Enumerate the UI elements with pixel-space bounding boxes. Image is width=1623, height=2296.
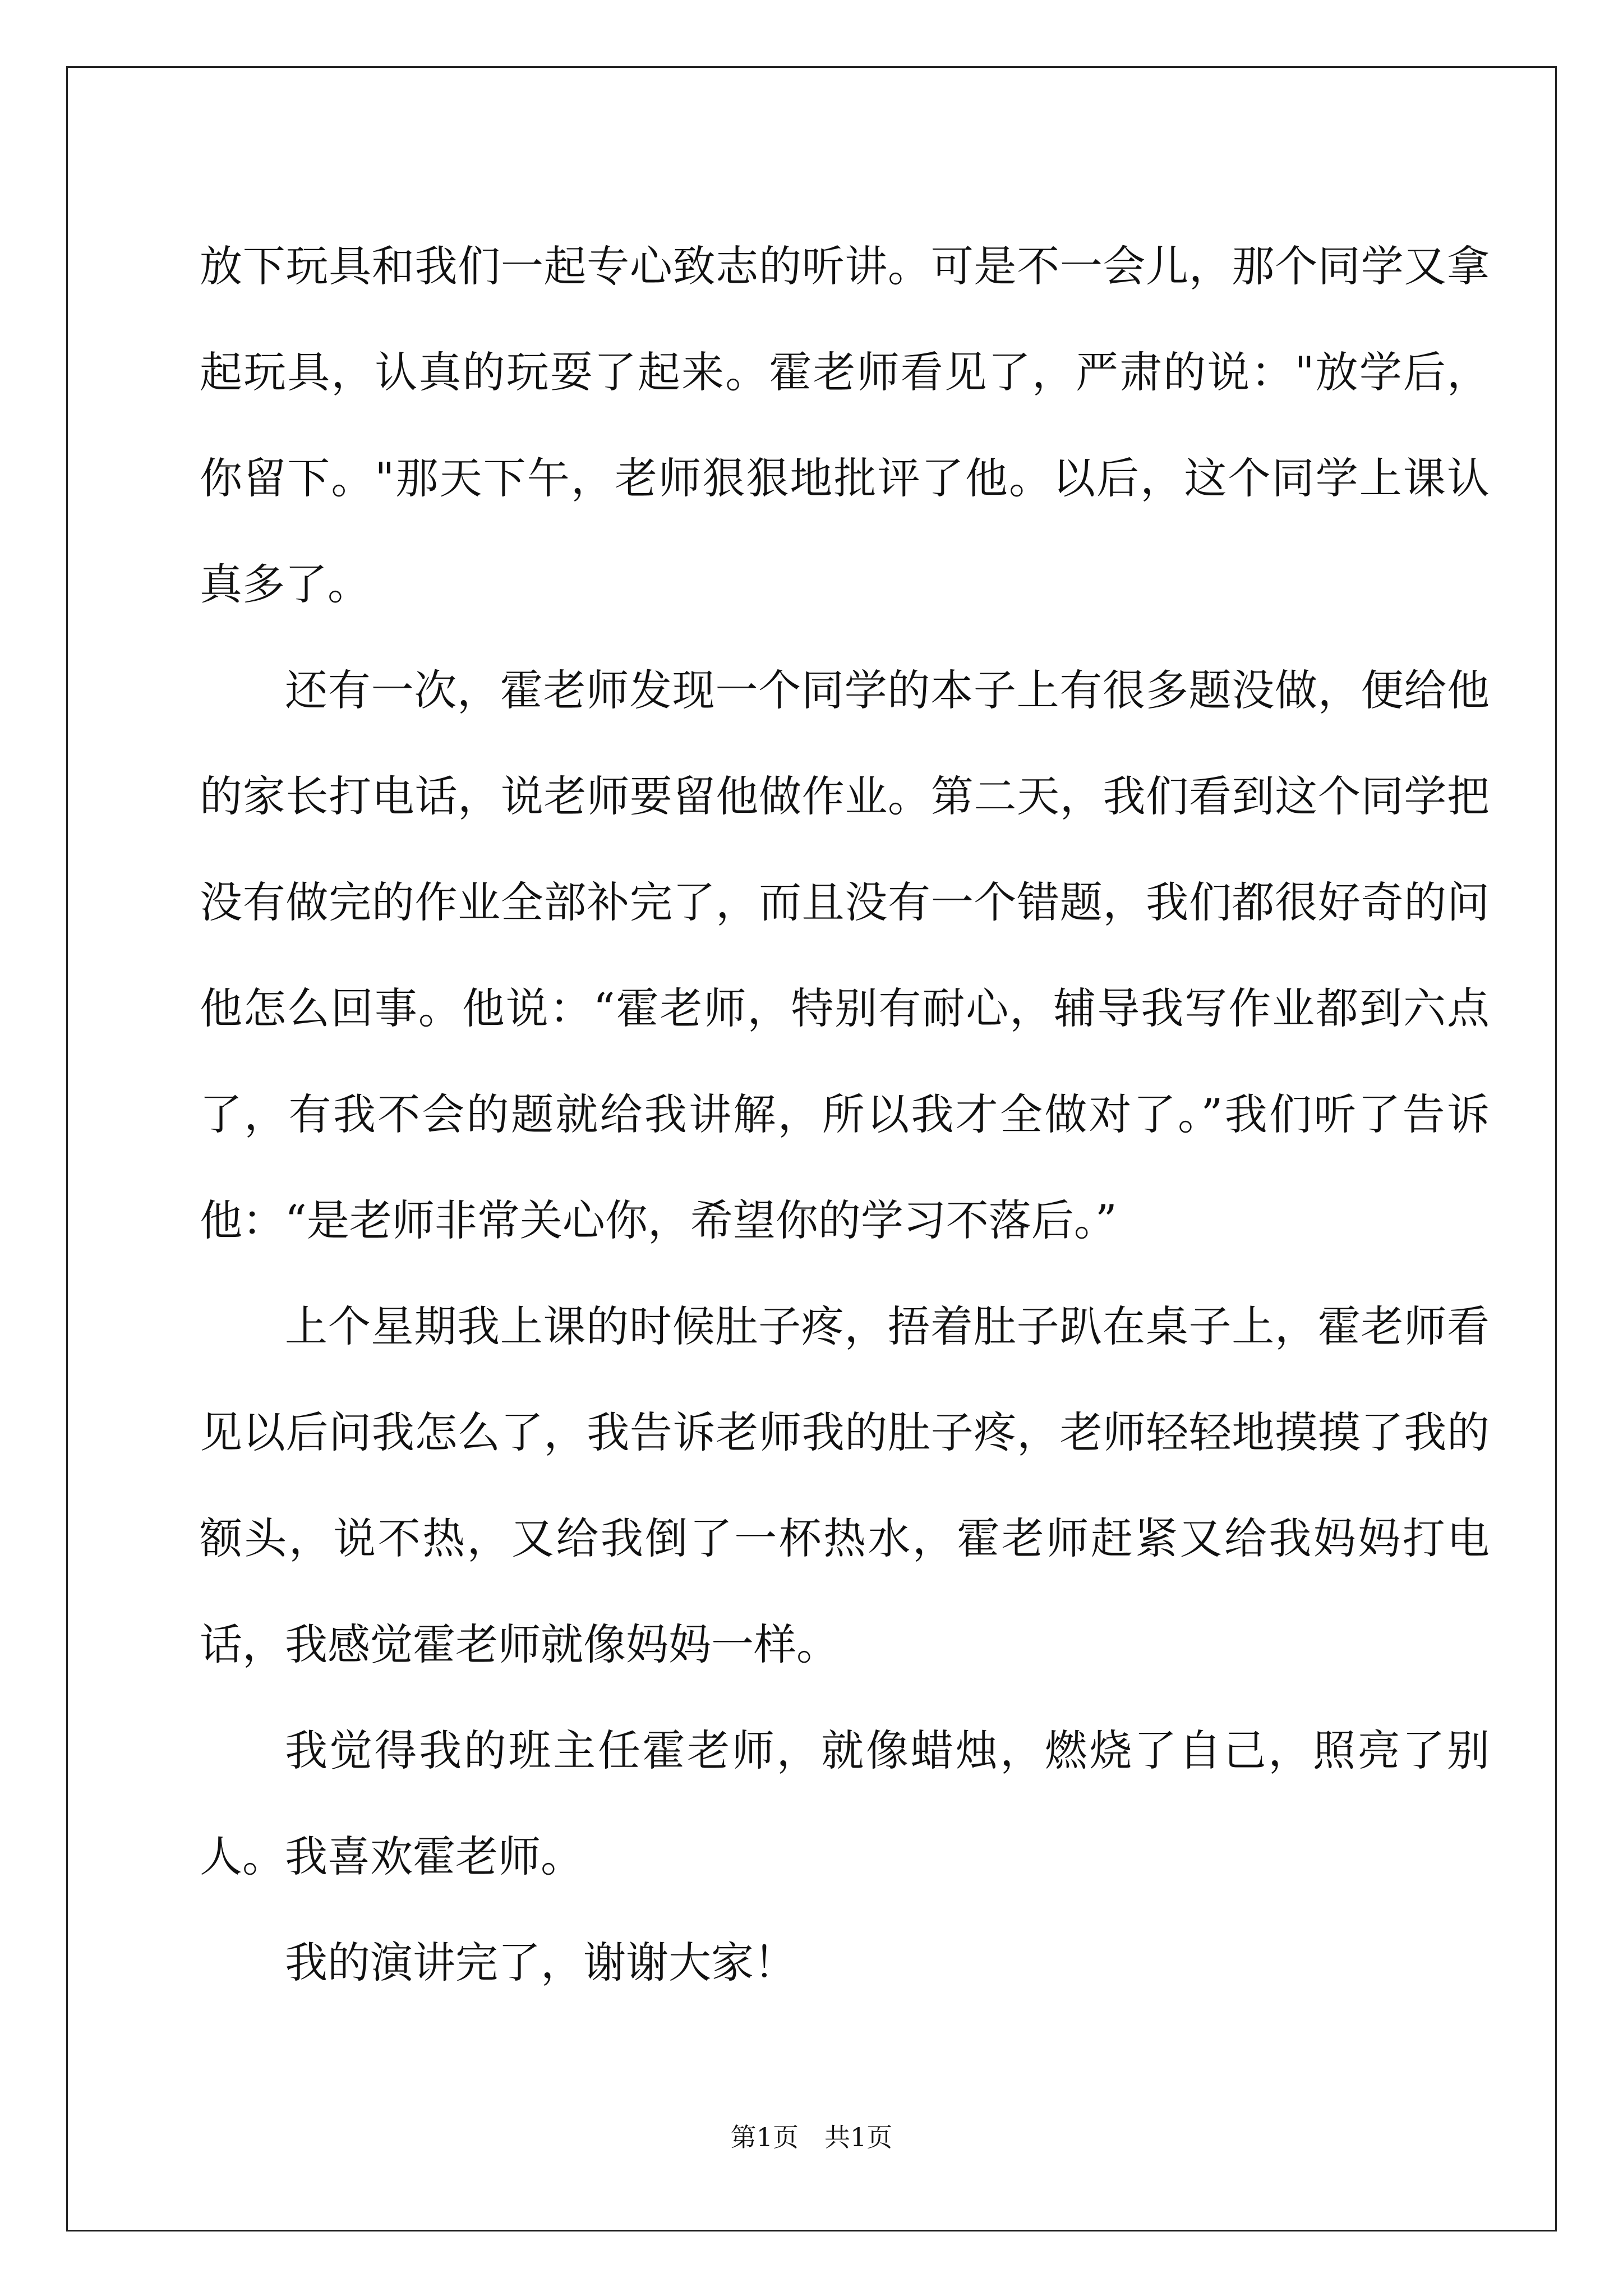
page-footer: 第1页 共1页 [730,2122,893,2152]
paragraph-4: 我觉得我的班主任霍老师，就像蜡烛，燃烧了自己，照亮了别人。我喜欢霍老师。 [200,1726,1490,1881]
document-body [200,213,1490,2016]
paragraph-2: 还有一次，霍老师发现一个同学的本子上有很多题没做，便给他的家长打电话，说老师要留他做作业。第二天，我们看到这个同学把没有做完的作业全部补完了，而且没有一个错题，我们都很好奇的问他怎么回事。他说：“霍老师，特别有耐心，辅导我写作业都到六点了，有我不会的题就给我讲解，所以我才全做对了。”我们听了告诉他：“是老师非常关心你，希望你的学习不落后。” [200,665,1490,1245]
paragraph-5: 我的演讲完了，谢谢大家！ [285,1938,796,1987]
paragraph-1: 放下玩具和我们一起专心致志的听讲。可是不一会儿，那个同学又拿起玩具，认真的玩耍了起来。霍老师看见了，严肃的说："放学后，你留下。"那天下午，老师狠狠地批评了他。以后，这个同学上课认真多了。 [200,241,1490,609]
paragraph-3: 上个星期我上课的时候肚子疼，捂着肚子趴在桌子上，霍老师看见以后问我怎么了，我告诉老师我的肚子疼，老师轻轻地摸摸了我的额头，说不热，又给我倒了一杯热水，霍老师赶紧又给我妈妈打电话，我感觉霍老师就像妈妈一样。 [200,1301,1490,1669]
